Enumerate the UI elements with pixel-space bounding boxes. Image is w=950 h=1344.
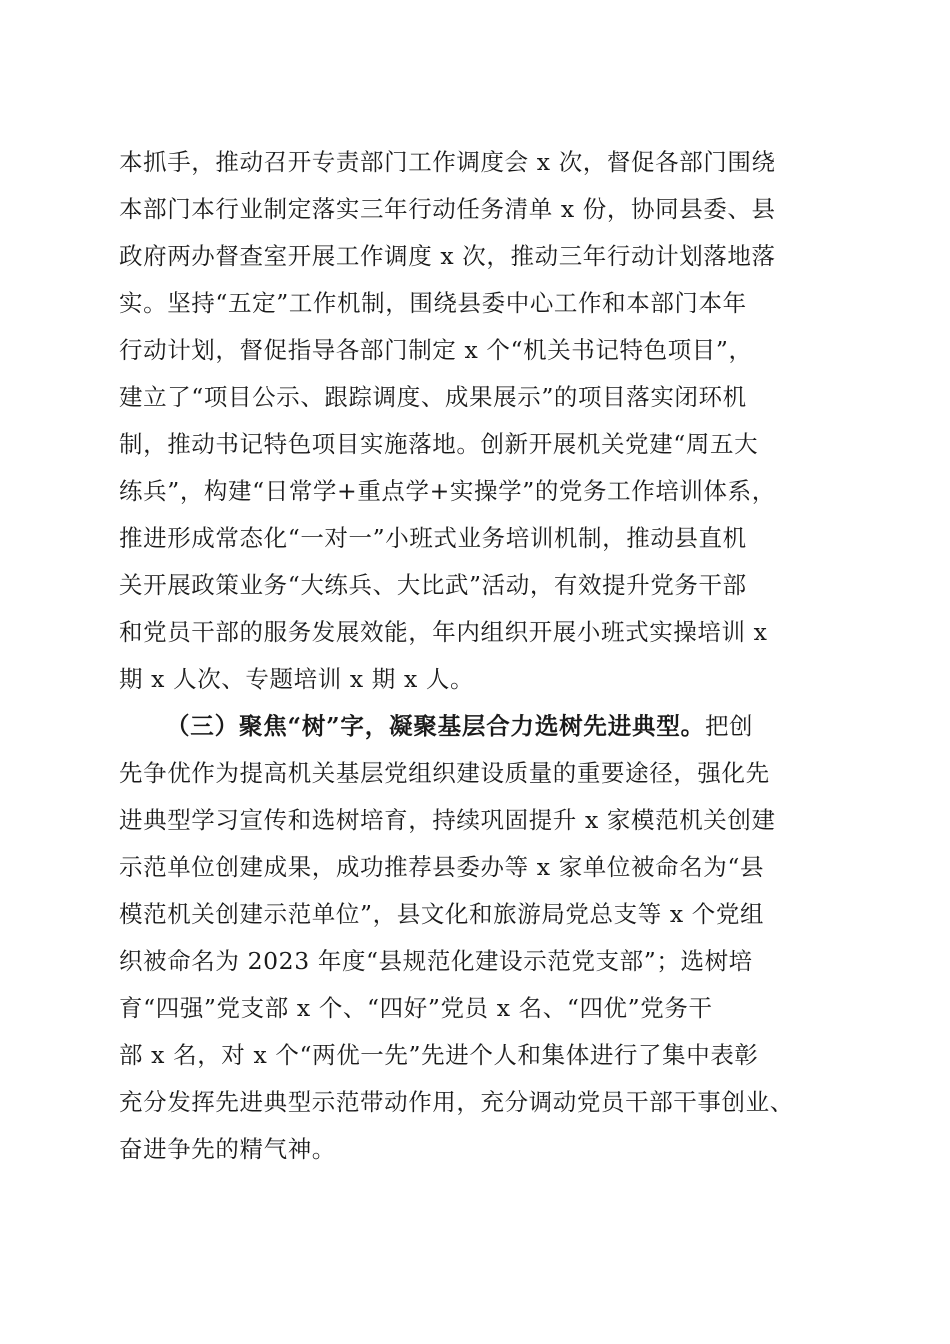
paragraph-1-line-2: 本部门本行业制定落实三年行动任务清单 x 份，协同县委、县 bbox=[119, 195, 776, 223]
paragraph-2-line-4: 示范单位创建成果，成功推荐县委办等 x 家单位被命名为“县 bbox=[119, 853, 765, 881]
paragraph-2-first-line bbox=[166, 704, 753, 748]
paragraph-2-line-9: 充分发挥先进典型示范带动作用，充分调动党员干部干事创业、 bbox=[119, 1088, 794, 1116]
paragraph-2-line-5: 模范机关创建示范单位”，县文化和旅游局党总支等 x 个党组 bbox=[119, 900, 765, 928]
paragraph-2-line-10: 奋进争先的精气神。 bbox=[119, 1135, 336, 1163]
paragraph-1-line-10: 关开展政策业务“大练兵、大比武”活动，有效提升党务干部 bbox=[119, 571, 747, 599]
section-heading: （三）聚焦“树”字，凝聚基层合力选树先进典型。 bbox=[166, 712, 705, 740]
paragraph-1-line-6: 建立了“项目公示、跟踪调度、成果展示”的项目落实闭环机 bbox=[119, 383, 747, 411]
paragraph-2-line-8: 部 x 名，对 x 个“两优一先”先进个人和集体进行了集中表彰 bbox=[119, 1041, 759, 1069]
paragraph-1-line-12: 期 x 人次、专题培训 x 期 x 人。 bbox=[119, 665, 475, 693]
paragraph-2-line-3: 进典型学习宣传和选树培育，持续巩固提升 x 家模范机关创建 bbox=[119, 806, 776, 834]
paragraph-2-line-2: 先争优作为提高机关基层党组织建设质量的重要途径，强化先 bbox=[119, 759, 770, 787]
paragraph-1-line-3: 政府两办督查室开展工作调度 x 次，推动三年行动计划落地落 bbox=[119, 242, 776, 270]
paragraph-1-line-8: 练兵”，构建“日常学+重点学+实操学”的党务工作培训体系， bbox=[119, 477, 776, 505]
paragraph-1-line-4: 实。坚持“五定”工作机制，围绕县委中心工作和本部门本年 bbox=[119, 289, 747, 317]
paragraph-2-line-6: 织被命名为 2023 年度“县规范化建设示范党支部”；选树培 bbox=[119, 947, 753, 975]
paragraph-2-line-7: 育“四强”党支部 x 个、“四好”党员 x 名、“四优”党务干 bbox=[119, 994, 713, 1022]
paragraph-1-line-1: 本抓手，推动召开专责部门工作调度会 x 次，督促各部门围绕 bbox=[119, 148, 776, 176]
paragraph-1-line-9: 推进形成常态化“一对一”小班式业务培训机制，推动县直机 bbox=[119, 524, 747, 552]
section-heading-continuation: 把创 bbox=[704, 712, 754, 740]
paragraph-1-line-7: 制，推动书记特色项目实施落地。创新开展机关党建“周五大 bbox=[119, 430, 759, 458]
paragraph-1-line-11: 和党员干部的服务发展效能，年内组织开展小班式实操培训 x bbox=[119, 618, 768, 646]
paragraph-1-line-5: 行动计划，督促指导各部门制定 x 个“机关书记特色项目”， bbox=[119, 336, 753, 364]
